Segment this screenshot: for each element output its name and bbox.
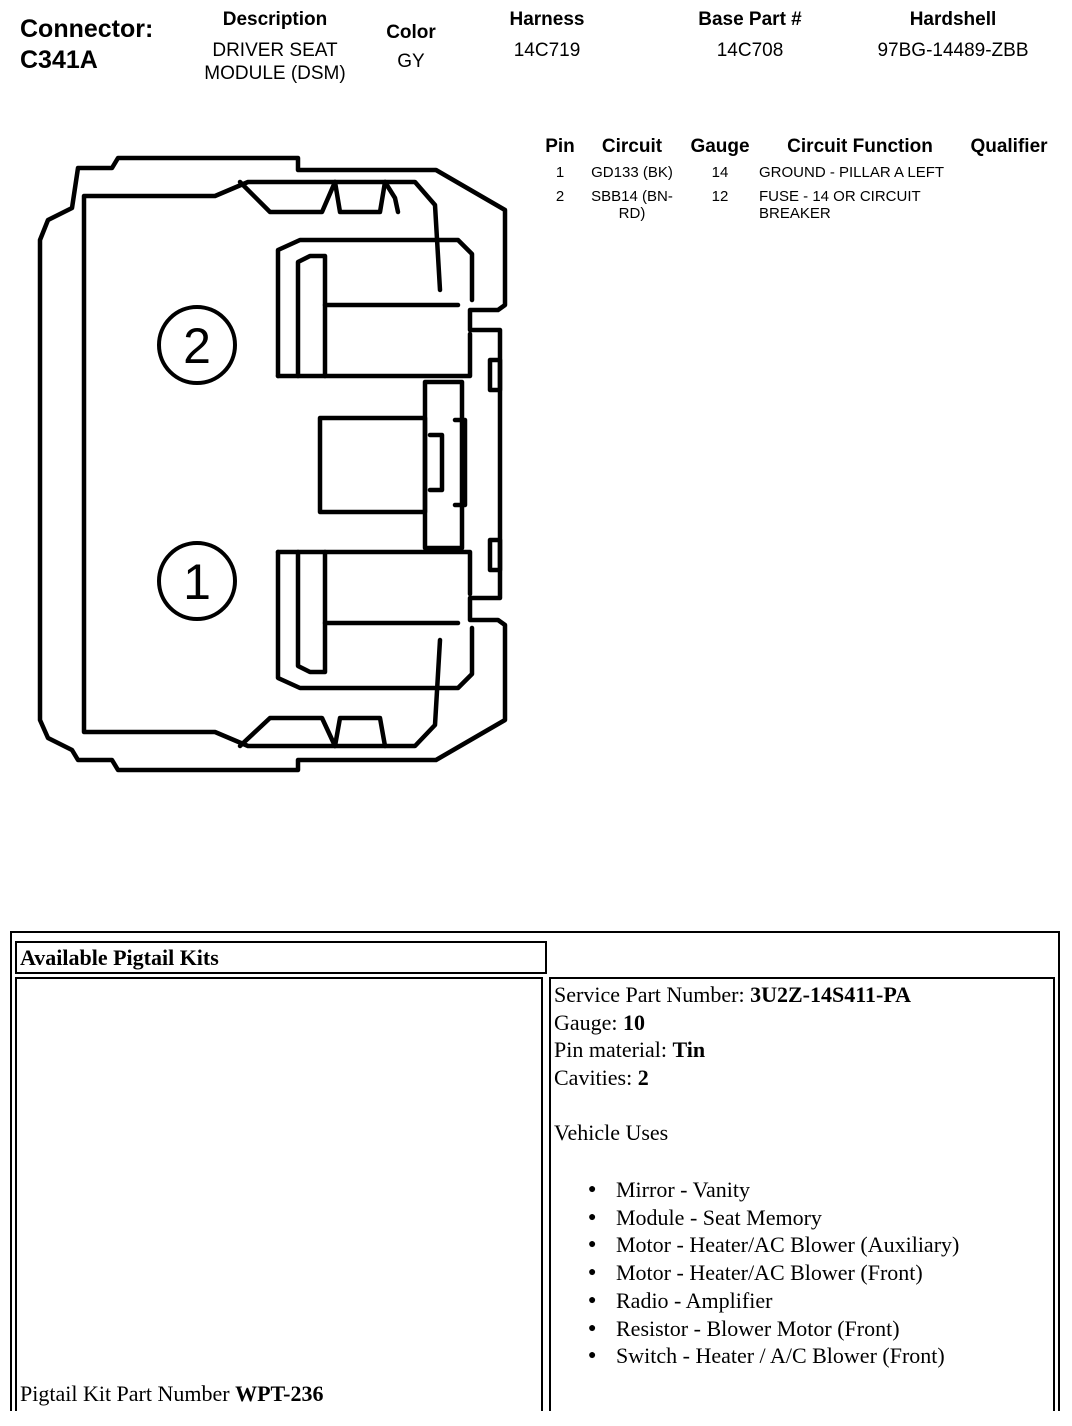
circuit-function-cont: BREAKER [759,205,831,222]
circuit-function: GROUND - PILLAR A LEFT [759,164,945,181]
kit-gauge [554,1009,645,1037]
service-part-value: 3U2Z-14S411-PA [750,982,912,1007]
qualifier-column-header: Qualifier [970,136,1048,157]
circuit-code-cont: RD) [618,205,646,222]
pigtail-kit-part-label: Pigtail Kit Part Number [20,1381,236,1406]
circuit-function: FUSE - 14 OR CIRCUIT [759,188,921,205]
pin-material [554,1036,705,1064]
gauge-value: 12 [711,188,729,205]
vehicle-uses-list [588,1176,1048,1370]
service-part-number [554,981,911,1009]
gauge-column-header: Gauge [690,136,750,157]
pin-number: 2 [555,188,565,205]
base-part-value: 14C708 [716,40,784,61]
pin-number: 1 [555,164,565,181]
circuit-code: GD133 (BK) [591,164,673,181]
connector-id: C341A [20,46,98,74]
cavities [554,1064,649,1092]
base-part-header: Base Part # [698,9,802,30]
gauge-value: 14 [711,164,729,181]
list-item: ● Resistor - Blower Motor (Front) [588,1315,1048,1343]
pin-column-header: Pin [545,136,575,157]
list-item: ● Mirror - Vanity [588,1176,1048,1204]
pin-material-value: Tin [672,1037,706,1062]
pigtail-kits-title: Available Pigtail Kits [20,945,219,970]
description-line1: DRIVER SEAT [212,40,338,61]
vehicle-uses-heading: Vehicle Uses [554,1120,669,1145]
pin-material-label: Pin material: [554,1037,673,1062]
hardshell-value: 97BG-14489-ZBB [877,40,1029,61]
color-header: Color [386,22,436,43]
list-item: ● Switch - Heater / A/C Blower (Front) [588,1342,1048,1370]
circuit-code: SBB14 (BN- [591,188,673,205]
function-column-header: Circuit Function [787,136,933,157]
cavities-label: Cavities: [554,1065,638,1090]
circuit-column-header: Circuit [601,136,663,157]
pigtail-kit-part-number [20,1380,324,1408]
connector-label: Connector: [20,15,154,43]
cavities-value: 2 [637,1065,649,1090]
kit-gauge-label: Gauge: [554,1010,624,1035]
service-part-label: Service Part Number: [554,982,751,1007]
hardshell-header: Hardshell [909,9,997,30]
pin-2-callout-label: 2 [183,318,211,374]
kit-gauge-value: 10 [623,1010,646,1035]
list-item: ● Motor - Heater/AC Blower (Auxiliary) [588,1231,1048,1259]
pin-1-callout-label: 1 [183,554,211,610]
list-item: ● Module - Seat Memory [588,1204,1048,1232]
harness-value: 14C719 [513,40,581,61]
connector-face-diagram [0,0,540,800]
list-item: ● Radio - Amplifier [588,1287,1048,1315]
pigtail-kit-part-value: WPT-236 [235,1381,324,1406]
color-value: GY [397,51,425,72]
list-item: ● Motor - Heater/AC Blower (Front) [588,1259,1048,1287]
harness-header: Harness [509,9,585,30]
description-line2: MODULE (DSM) [204,63,346,84]
description-header: Description [222,9,328,30]
